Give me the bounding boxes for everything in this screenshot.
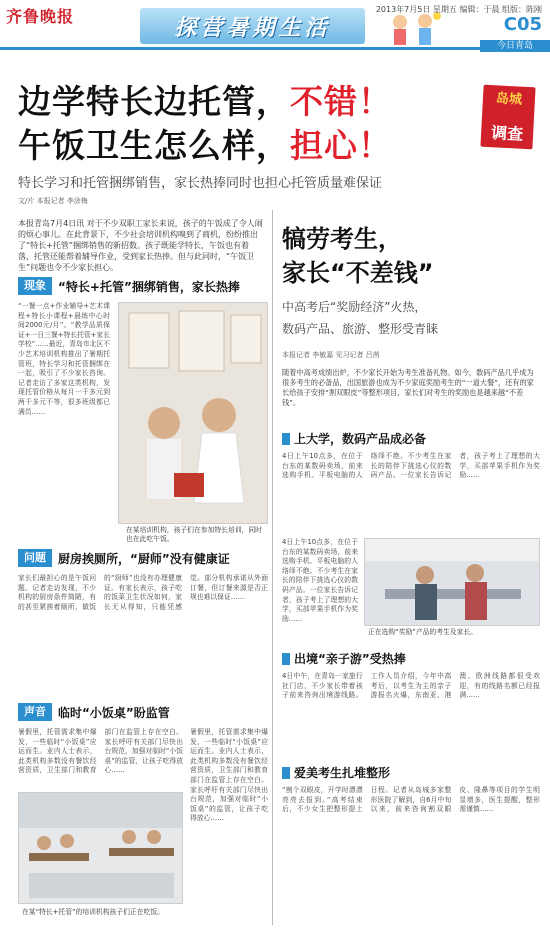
- headline-line-2-accent: 担心！: [290, 126, 392, 165]
- section-marker-icon: [282, 433, 290, 445]
- kids-photo-caption: 在某培训机构，孩子们在参加特长培训，同时也在此吃午饭。: [126, 526, 262, 543]
- article-intro: 本报青岛7月4日讯 对于不少双职工家长来说，孩子的午饭成了令人闹的烦心事儿。在此背景下，不少社会培训机构嗅到了商机，纷纷推出了“特长+托管”捆绑销售的新招数。孩子既能学特长，午饭也有着落，托管还能帮着辅导作业，受到家长热捧。但与此同时，“午饭卫生”问题也令不少家长担心。: [18, 219, 263, 272]
- section-title: “特长+托管”捆绑销售，家长热捧: [58, 279, 240, 294]
- side-section-travel: [282, 650, 406, 667]
- section-tag: 问题: [18, 549, 52, 567]
- main-headline: [18, 80, 468, 168]
- headline-line-2: [18, 124, 468, 168]
- side-subtitle-1: 中高考后“奖励经济”火热，: [282, 300, 427, 314]
- side-section-digital: [282, 430, 426, 447]
- headline-line-1: [18, 80, 468, 124]
- classroom-photo: [18, 792, 183, 904]
- newspaper-logo: 齐鲁晚报: [6, 7, 75, 26]
- section-tag: 现象: [18, 277, 52, 295]
- shopping-photo-image: [365, 539, 540, 626]
- travel-text: 4日中午，在青岛一家旅行社门店，不少家长带着孩子前来咨询出境游线路。工作人员介绍，今年中高考后，以考生为主的亲子游报名火爆，东南亚、港澳、欧洲线路都很受欢迎，有的线路名额已经报满……: [282, 672, 540, 700]
- headline-line-1-text: 边学特长边托管，: [18, 82, 290, 121]
- stamp-top-text: 岛城: [495, 91, 523, 108]
- side-section-title: 上大学，数码产品成必备: [294, 432, 427, 446]
- section-problem: [18, 548, 230, 568]
- headline-byline: 文/片 本报记者 李涂梅: [18, 197, 88, 205]
- section-marker-icon: [282, 653, 290, 665]
- section-voices: [18, 702, 170, 722]
- side-section-title: 出境“亲子游”受热捧: [294, 652, 406, 666]
- section-title: 临时“小饭桌”盼监管: [58, 705, 170, 720]
- headline-line-1-accent: 不错！: [290, 82, 392, 121]
- voices-text-upper: 暑假里，托管需求集中爆发，一些临时“小饭桌”应运而生。业内人士表示，此类机构多数没有餐饮经营资质，卫生部门和教育部门在监管上存在空白。家长呼吁有关部门尽快出台规范，加强对临时“小饭桌”的监管，让孩子吃得放心……: [18, 728, 183, 775]
- voices-text-side: 暑假里，托管需求集中爆发，一些临时“小饭桌”应运而生。业内人士表示，此类机构多数没有餐饮经营资质，卫生部门和教育部门在监管上存在空白。家长呼吁有关部门尽快出台规范，加强对临时“小饭桌”的监管，让孩子吃得放心……: [190, 728, 268, 823]
- side-subtitle-2: 数码产品、旅游、整形受青睐: [282, 322, 439, 336]
- digital-text: 4日上午10点多，在位于台东的某数码卖场，前来选购手机、平板电脑的人络绎不绝。不少考生在家长的陪伴下挑选心仪的数码产品。一位家长告诉记者，孩子考上了理想的大学，买部苹果手机作为奖励……: [282, 452, 540, 480]
- shopping-photo-caption: 正在选购“奖励”产品的考生及家长。: [368, 628, 477, 636]
- side-title-line-2: 家长“不差钱”: [282, 259, 434, 287]
- side-title-line-1: 犒劳考生，: [282, 225, 402, 253]
- section-marker-icon: [282, 767, 290, 779]
- section-banner: [140, 8, 365, 44]
- side-article-title: [282, 222, 542, 290]
- stamp-bottom-text: 调查: [490, 123, 524, 144]
- headline-subtitle: 特长学习和托管捆绑销售，家长热捧同时也担心托管质量难保证: [18, 176, 383, 191]
- side-section-cosmetic: [282, 764, 390, 781]
- headline-line-2-text: 午饭卫生怎么样，: [18, 126, 290, 165]
- masthead: [0, 0, 550, 50]
- section-name: 今日青岛: [480, 40, 550, 52]
- side-section-title: 爱美考生扎堆整形: [294, 766, 391, 780]
- issue-info: 2013年7月5日 星期五 编辑：于晨 组版：陈刚: [375, 5, 542, 14]
- side-intro: 随着中高考成绩出炉，不少家长开始为考生准备礼物。如今，数码产品几乎成为很多考生的必备品，出国旅游也成为不少家庭奖励考生的“一道大餐”，还有的家长给孩子安排“割双眼皮”等整形项目，家长们对考生的奖励也是越来越“不差钱”。: [282, 368, 534, 407]
- investigation-stamp: [480, 85, 535, 150]
- cosmetic-text: “割个双眼皮，开学时漂漂亮亮去报到。”高考结束后，不少女生把整形提上日程。记者从岛城多家整形医院了解到，自6月中旬以来，前来咨询割双眼皮、隆鼻等项目的学生明显增多，医生提醒，整形需谨慎……: [282, 786, 540, 814]
- kids-photo: [118, 302, 268, 524]
- section-tag: 声音: [18, 703, 52, 721]
- section-banner-text: 探营暑期生活: [174, 15, 331, 41]
- side-byline: 本报记者 李敏嘉 见习记者 吕茜: [282, 351, 380, 359]
- kids-photo-image: [119, 303, 268, 524]
- phenomenon-text: “一餐一点+作业辅导+艺术课程+特长小课程+晨练中心时间2000元/月”。“教学品质保证+一日三餐+特长托管+家长学校”……最近，青岛市北区不少艺术培训机构推出了暑期托管班，特长学习和托管捆绑在一起，吸引了不少家长咨询。记者走访了多家这类机构，发现托管价格从每月一千多元到两千多元不等，很多班级都已满员……: [18, 302, 110, 416]
- shopping-photo: [364, 538, 540, 626]
- digital-text-side: 4日上午10点多，在位于台东的某数码卖场，前来选购手机、平板电脑的人络绎不绝。不少考生在家长的陪伴下挑选心仪的数码产品。一位家长告诉记者，孩子考上了理想的大学，买部苹果手机作为奖励……: [282, 538, 358, 623]
- column-divider: [272, 210, 273, 925]
- page-number: C05: [503, 14, 542, 35]
- classroom-photo-image: [19, 793, 183, 904]
- section-title: 厨房挨厕所，“厨师”没有健康证: [58, 551, 230, 566]
- classroom-photo-caption: 在某“特长+托管”的培训机构孩子们正在吃饭。: [22, 908, 164, 916]
- section-phenomenon: [18, 276, 240, 296]
- problem-text: 家长们最担心的是午饭问题。记者走访发现，不少机构的厨房条件简陋，有的甚至紧挨着厕所，做饭的“厨师”也没有办理健康证。有家长表示，孩子吃的饭菜卫生状况如何，家长无从得知，只能凭感觉。部分机构承诺从外面订餐，但订餐来源是否正规也难以保证……: [18, 574, 268, 611]
